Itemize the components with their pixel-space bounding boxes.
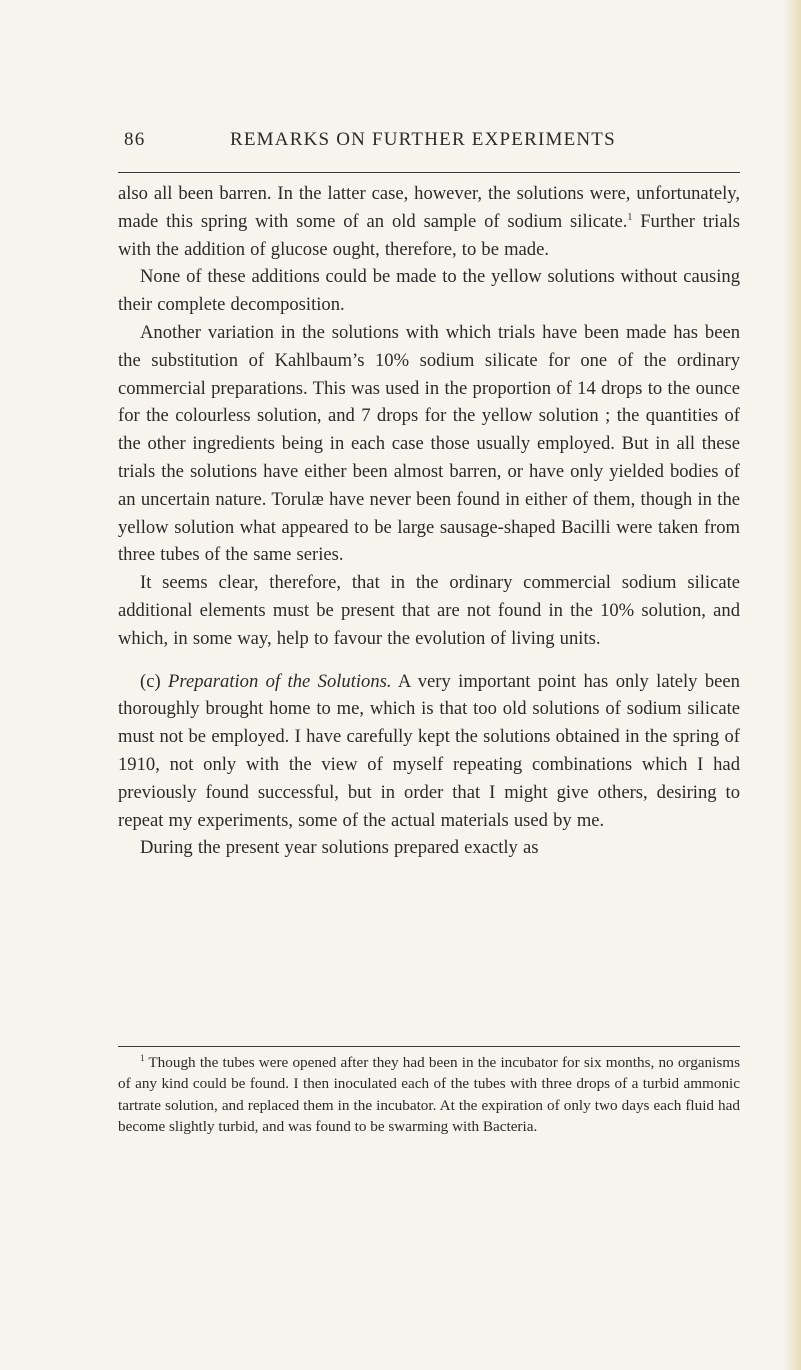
header-rule [118,172,740,173]
running-title: REMARKS ON FURTHER EXPERIMENTS [230,129,616,150]
footnote-rule [118,1046,740,1047]
paragraph-2: None of these additions could be made to the yellow solutions without causing their complete decomposition. [118,266,740,316]
paragraph-4: It seems clear, therefore, that in the ordinary commercial sodium silicate additional elements must be present that are not found in the 10% solution, and which, in some way, help to favour the evolution of living units. [118,572,740,649]
body-text [118,180,740,862]
page-edge-shading [783,0,801,1370]
footnote-mark: 1 [140,1053,145,1063]
section-heading: Preparation of the Solutions. [168,670,392,692]
paragraph-1: also all been barren. In the latter case, however, the solutions were, unfortunately, made this spring with some of an old sample of sodium silicate.$^1$ Further trials with the addition of glucose ought, therefore, to be made. [118,183,740,260]
paragraph-6: During the present year solutions prepared exactly as [140,837,539,859]
page-number: 86 [124,129,146,150]
running-head [118,129,740,159]
paragraph-5: (c) Preparation of the Solutions. A very important point has only lately been thoroughly brought home to me, which is that too old solutions of sodium silicate must not be employed. I have carefully kept the solutions obtained in the spring of 1910, not only with the view of myself repeating combinations which I had previously found successful, but in order that I might give others, desiring to repeat my experiments, some of the actual materials used by me. [118,670,740,831]
paragraph-3: Another variation in the solutions with which trials have been made has been the substitution of Kahlbaum’s 10% sodium silicate for one of the ordinary commercial preparations. This was used in the proportion of 14 drops to the ounce for the colourless solution, and 7 drops for the yellow solution ; the quantities of the other ingredients being in each case those usually employed. But in all these trials the solutions have either been almost barren, or have only yielded bodies of an uncertain nature. Torulæ have never been found in either of them, though in the yellow solution what appeared to be large sausage-shaped Bacilli were taken from three tubes of the same series. [118,321,740,566]
footnote-reference: 1 [627,211,633,223]
footnote: $^1$ Though the tubes were opened after they had been in the incubator for six months, no organisms of any kind could be found. I then inoculated each of the tubes with three drops of a turbid ammonic tartrate solution, and replaced them in the incubator. At the expiration of only two days each fluid had become slightly turbid, and was found to be swarming with Bacteria. [118,1053,740,1136]
